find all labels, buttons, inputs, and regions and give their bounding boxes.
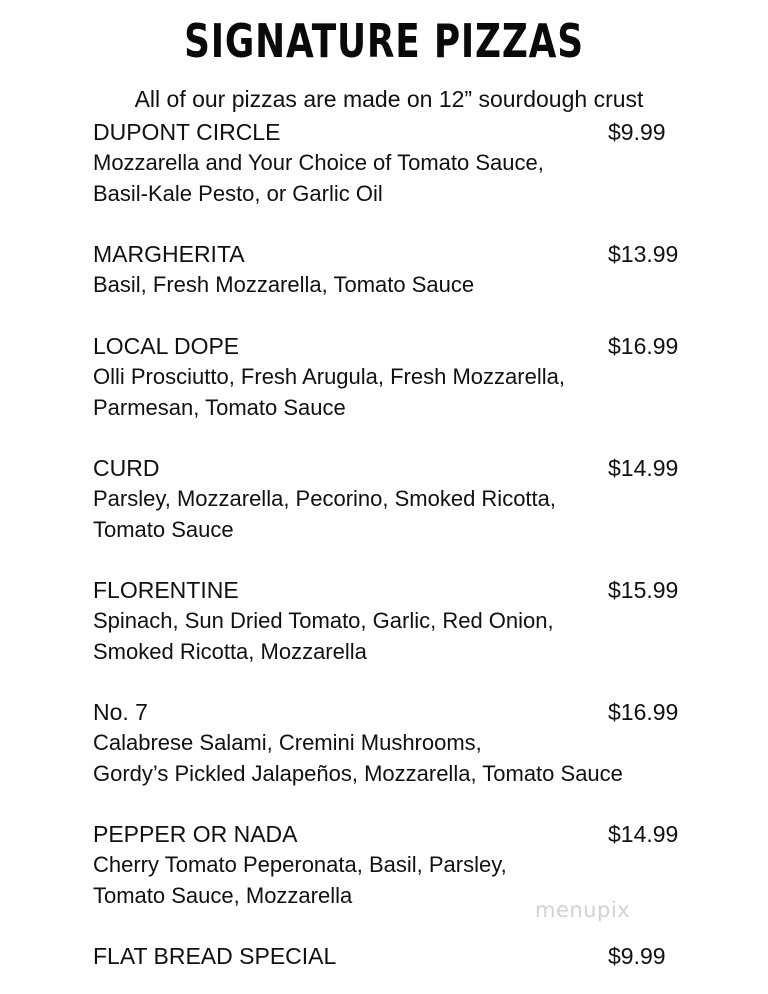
item-name: MARGHERITA [93, 241, 245, 267]
item-description [93, 483, 693, 545]
menu-item-no-7 [93, 697, 693, 789]
menu-subtitle: All of our pizzas are made on 12” sourdough crust [134, 86, 644, 112]
item-price: $9.99 [608, 943, 666, 969]
item-price: $16.99 [608, 333, 679, 359]
item-name: DUPONT CIRCLE [93, 119, 281, 145]
item-description-line: Smoked Ricotta, Mozzarella [93, 639, 367, 664]
item-description-line: Cherry Tomato Peperonata, Basil, Parsley, [93, 852, 507, 877]
item-price: $13.99 [608, 241, 679, 267]
item-description-line: Parmesan, Tomato Sauce [93, 395, 346, 420]
item-name: No. 7 [93, 699, 148, 725]
item-description [93, 361, 693, 423]
item-price: $9.99 [608, 119, 666, 145]
item-description [93, 269, 693, 300]
item-description-line: Basil-Kale Pesto, or Garlic Oil [93, 181, 383, 206]
menu-item-dupont-circle [93, 117, 693, 209]
item-name: PEPPER OR NADA [93, 821, 298, 847]
item-price: $15.99 [608, 577, 679, 603]
menu-title: SIGNATURE PIZZAS [184, 14, 584, 68]
watermark: menupix [535, 898, 631, 922]
item-price: $14.99 [608, 821, 679, 847]
item-description-line: Olli Prosciutto, Fresh Arugula, Fresh Mozzarella, [93, 364, 565, 389]
item-price: $14.99 [608, 455, 679, 481]
item-name: FLAT BREAD SPECIAL [93, 943, 337, 969]
item-description [93, 147, 693, 209]
item-description-line: Gordy’s Pickled Jalapeños, Mozzarella, Tomato Sauce [93, 761, 623, 786]
item-description [93, 605, 693, 667]
menu-item-curd [93, 453, 693, 545]
item-description-line: Mozzarella and Your Choice of Tomato Sauce, [93, 150, 544, 175]
item-name: LOCAL DOPE [93, 333, 240, 359]
item-price: $16.99 [608, 699, 679, 725]
item-description-line: Tomato Sauce [93, 517, 234, 542]
menu-item-florentine [93, 575, 693, 667]
menu-item-local-dope [93, 331, 693, 423]
item-description-line: Tomato Sauce, Mozzarella [93, 883, 353, 908]
item-name: CURD [93, 455, 160, 481]
item-description-line: Calabrese Salami, Cremini Mushrooms, [93, 730, 482, 755]
item-description-line: Spinach, Sun Dried Tomato, Garlic, Red Onion, [93, 608, 554, 633]
menu-item-flat-bread-special [93, 941, 693, 971]
item-name: FLORENTINE [93, 577, 239, 603]
item-description [93, 727, 693, 789]
item-description-line: Basil, Fresh Mozzarella, Tomato Sauce [93, 272, 475, 297]
menu-item-margherita [93, 239, 693, 300]
item-description-line: Parsley, Mozzarella, Pecorino, Smoked Ricotta, [93, 486, 556, 511]
